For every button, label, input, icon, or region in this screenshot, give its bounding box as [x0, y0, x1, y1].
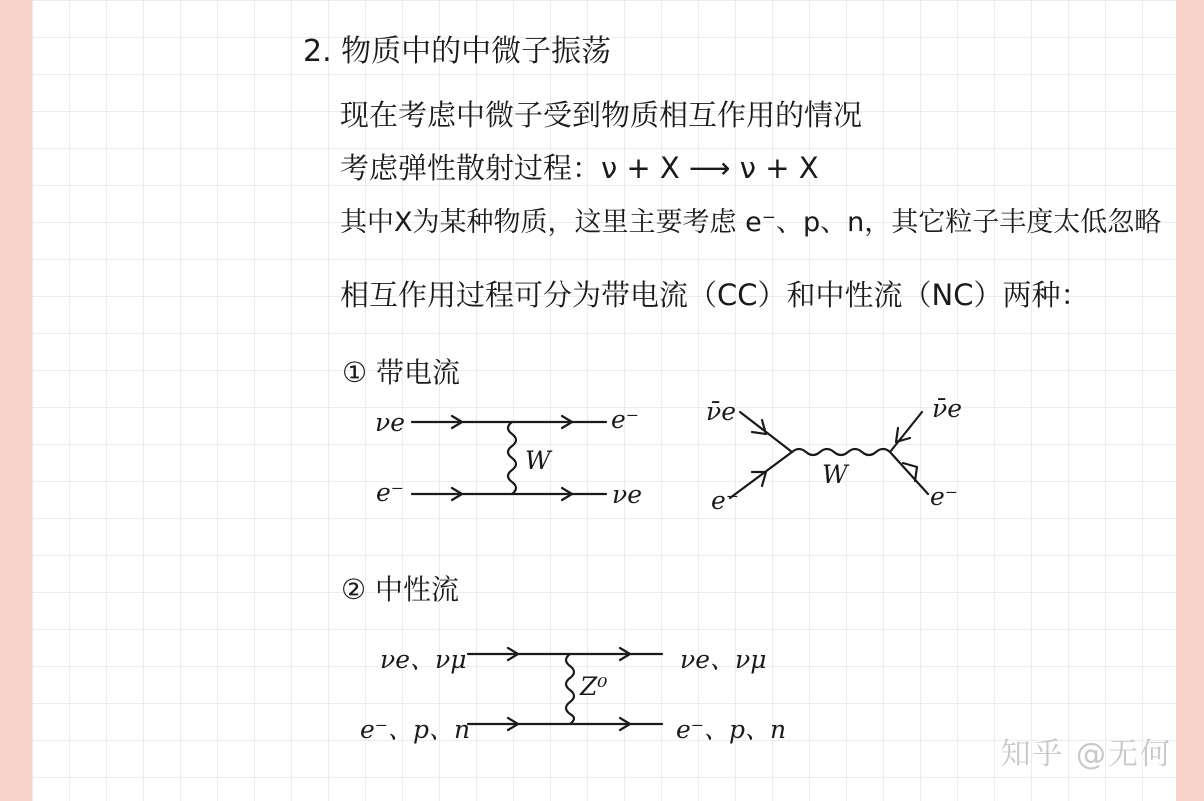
- nc-label-out-top: νe、νμ: [680, 645, 767, 674]
- nc-label-out-bottom: e⁻、p、n: [676, 715, 787, 744]
- cc2-label-top-right: ν̄e: [932, 394, 962, 423]
- text-line-2: 考虑弹性散射过程：ν + X ⟶ ν + X: [340, 151, 819, 185]
- nc-label-in-top: νe、νμ: [380, 645, 467, 674]
- cc2-label-top-left: ν̄e: [706, 397, 736, 426]
- cc-section-title: ① 带电流: [342, 356, 461, 389]
- nc-boson-label: Z⁰: [580, 672, 608, 701]
- cc1-label-in-top: νe: [375, 408, 405, 437]
- text-line-3: 其中X为某种物质，这里主要考虑 e⁻、p、n，其它粒子丰度太低忽略: [340, 207, 1162, 238]
- nc-section-title: ② 中性流: [341, 573, 460, 606]
- cc2-boson-label: W: [822, 460, 848, 489]
- cc1-label-out-top: e⁻: [611, 405, 639, 434]
- cc2-label-bottom-right: e⁻: [930, 482, 958, 511]
- cc1-label-out-bottom: νe: [612, 480, 642, 509]
- cc1-boson-label: W: [525, 446, 551, 475]
- cc1-label-in-bottom: e⁻: [376, 478, 404, 507]
- cc2-label-bottom-left: e⁻: [711, 486, 739, 515]
- text-line-1: 现在考虑中微子受到物质相互作用的情况: [340, 98, 863, 132]
- nc-feynman-diagram: [460, 640, 680, 740]
- text-line-4: 相互作用过程可分为带电流（CC）和中性流（NC）两种：: [340, 278, 1090, 312]
- nc-label-in-bottom: e⁻、p、n: [360, 715, 471, 744]
- section-heading: 2. 物质中的中微子振荡: [303, 34, 612, 69]
- watermark: 知乎 @无何: [1000, 737, 1172, 772]
